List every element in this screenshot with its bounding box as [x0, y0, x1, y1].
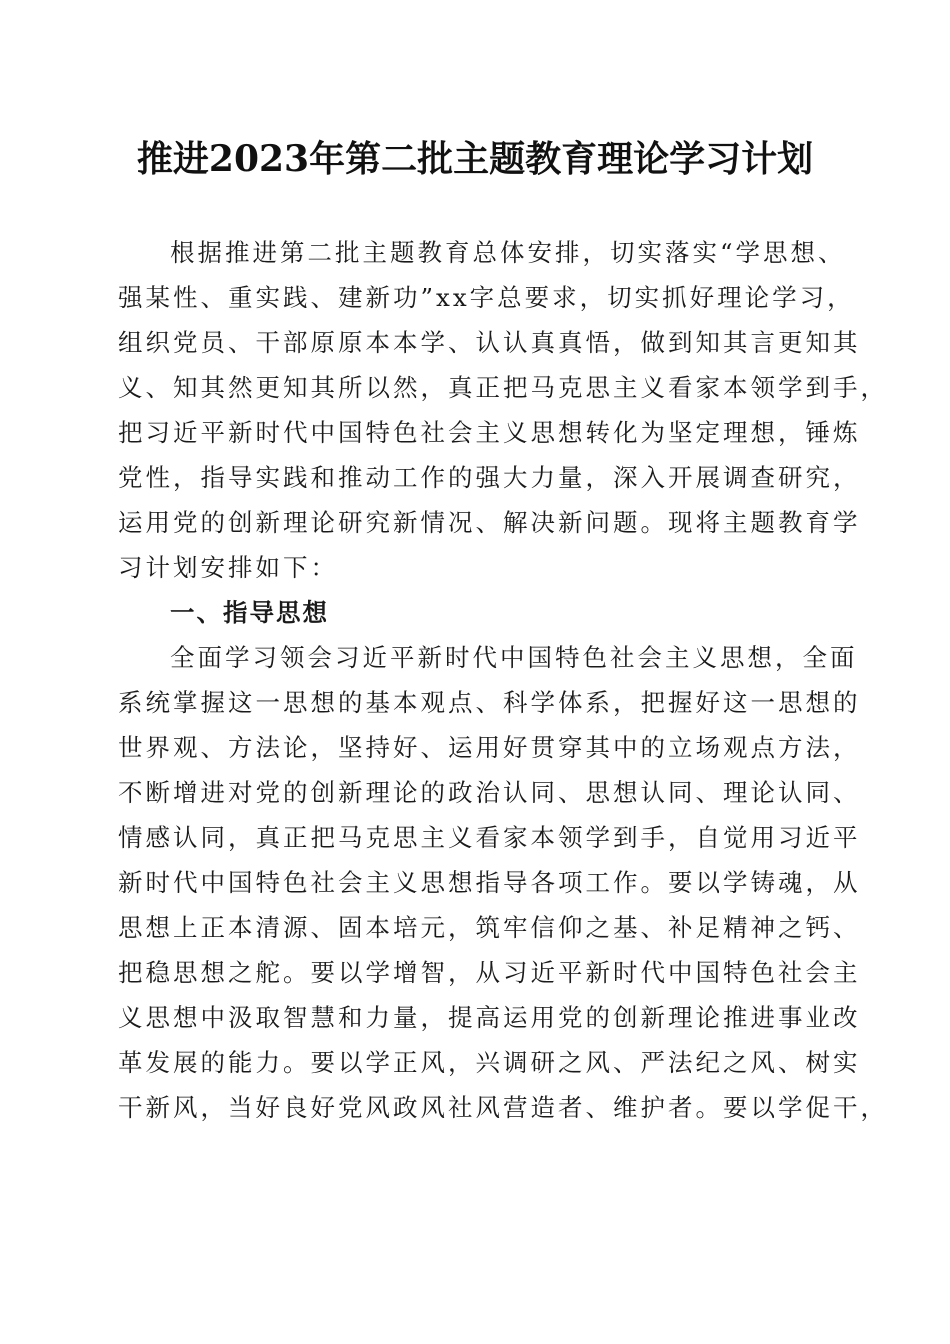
- paragraph-line: 强某性、重实践、建新功”xx字总要求，切实抓好理论学习，: [118, 283, 855, 312]
- paragraph-line: 组织党员、干部原原本本学、认认真真悟，做到知其言更知其: [118, 328, 861, 357]
- intro-paragraph: [118, 230, 888, 590]
- paragraph-line: 党性，指导实践和推动工作的强大力量，深入开展调查研究，: [118, 463, 861, 492]
- section-heading: 一、指导思想: [170, 598, 329, 627]
- paragraph-line: 运用党的创新理论研究新情况、解决新问题。现将主题教育学: [118, 508, 861, 537]
- paragraph-line: 根据推进第二批主题教育总体安排，切实落实“学思想、: [170, 238, 846, 267]
- paragraph-line: 系统掌握这一思想的基本观点、科学体系，把握好这一思想的: [118, 688, 861, 717]
- paragraph-line: 不断增进对党的创新理论的政治认同、思想认同、理论认同、: [118, 778, 861, 807]
- paragraph-line: 习计划安排如下：: [118, 553, 338, 582]
- paragraph-line: 全面学习领会习近平新时代中国特色社会主义思想，全面: [170, 643, 858, 672]
- document-body: [118, 230, 888, 1130]
- paragraph-line: 革发展的能力。要以学正风，兴调研之风、严法纪之风、树实: [118, 1048, 861, 1077]
- paragraph-line: 情感认同，真正把马克思主义看家本领学到手，自觉用习近平: [118, 823, 861, 852]
- section-paragraph: [118, 635, 888, 1130]
- document-title: 推进2023年第二批主题教育理论学习计划: [136, 138, 814, 180]
- paragraph-line: 把稳思想之舵。要以学增智，从习近平新时代中国特色社会主: [118, 958, 861, 987]
- paragraph-line: 义、知其然更知其所以然，真正把马克思主义看家本领学到手，: [118, 373, 888, 402]
- paragraph-line: 义思想中汲取智慧和力量，提高运用党的创新理论推进事业改: [118, 1003, 861, 1032]
- paragraph-line: 干新风，当好良好党风政风社风营造者、维护者。要以学促干，: [118, 1093, 888, 1122]
- paragraph-line: 世界观、方法论，坚持好、运用好贯穿其中的立场观点方法，: [118, 733, 861, 762]
- paragraph-line: 新时代中国特色社会主义思想指导各项工作。要以学铸魂，从: [118, 868, 861, 897]
- paragraph-line: 把习近平新时代中国特色社会主义思想转化为坚定理想，锤炼: [118, 418, 861, 447]
- paragraph-line: 思想上正本清源、固本培元，筑牢信仰之基、补足精神之钙、: [118, 913, 861, 942]
